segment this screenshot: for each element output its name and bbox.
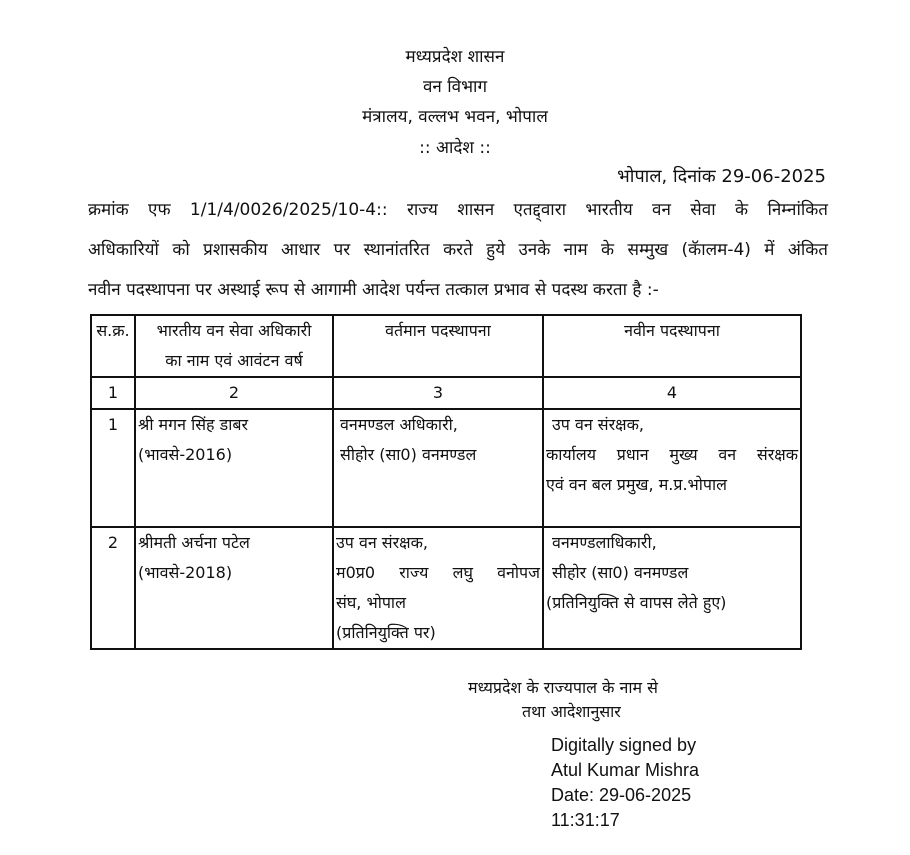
- row-new-posting: उप वन संरक्षक, कार्यालय प्रधान मुख्य वन संरक्षक एवं वन बल प्रमुख, म.प्र.भोपाल: [543, 409, 801, 527]
- digital-signature-time: 11:31:17: [551, 810, 620, 830]
- digital-signature-block: [551, 733, 699, 833]
- column-number-row: [91, 377, 801, 409]
- header-serial: स.क्र.: [91, 315, 135, 377]
- digital-signature-line: Digitally signed by: [551, 735, 697, 755]
- order-paragraph-line: अधिकारियों को प्रशासकीय आधार पर स्थानांतरित करते हुये उनके नाम के सम्मुख (कॅालम-4) में अंकित: [88, 240, 828, 260]
- dateline: भोपाल, दिनांक 29-06-2025: [617, 166, 826, 187]
- row-serial: 2: [91, 527, 135, 649]
- order-paragraph: [88, 190, 828, 310]
- column-number: 3: [333, 377, 543, 409]
- header-government: मध्यप्रदेश शासन: [405, 47, 505, 67]
- digital-signature-date: Date: 29-06-2025: [551, 785, 692, 805]
- table-row: [91, 409, 801, 527]
- order-paragraph-line: क्रमांक एफ 1/1/4/0026/2025/10-4:: राज्य शासन एतद्द्वारा भारतीय वन सेवा के निम्नांकित: [88, 200, 828, 220]
- order-paragraph-line: नवीन पदस्थापना पर अस्थाई रूप से आगामी आदेश पर्यन्त तत्काल प्रभाव से पदस्थ करता है :-: [88, 280, 659, 300]
- header-new-posting: नवीन पदस्थापना: [543, 315, 801, 377]
- officer-batch: (भावसे-2016): [138, 445, 233, 464]
- column-number: 4: [543, 377, 801, 409]
- row-new-posting: वनमण्डलाधिकारी, सीहोर (सा0) वनमण्डल (प्रतिनियुक्ति से वापस लेते हुए): [543, 527, 801, 649]
- row-current-posting: उप वन संरक्षक, म0प्र0 राज्य लघु वनोपज संघ, भोपाल (प्रतिनियुक्ति पर): [333, 527, 543, 649]
- row-officer: [135, 409, 333, 527]
- officer-name: श्रीमती अर्चना पटेल: [138, 533, 250, 552]
- column-number: 1: [91, 377, 135, 409]
- transfer-table: [90, 314, 802, 650]
- table-header-row: [91, 315, 801, 377]
- signatory-line-2: तथा आदेशानुसार: [522, 702, 621, 721]
- header-department: वन विभाग: [422, 77, 488, 97]
- column-number: 2: [135, 377, 333, 409]
- officer-name: श्री मगन सिंह डाबर: [138, 415, 249, 434]
- row-officer: [135, 527, 333, 649]
- header-address: मंत्रालय, वल्लभ भवन, भोपाल: [362, 107, 548, 127]
- row-serial: 1: [91, 409, 135, 527]
- digital-signature-signer: Atul Kumar Mishra: [551, 760, 700, 780]
- table-row: [91, 527, 801, 649]
- header-officer-name: भारतीय वन सेवा अधिकारी का नाम एवं आवंटन वर्ष: [135, 315, 333, 377]
- header-order-title: :: आदेश ::: [419, 138, 491, 158]
- header-current-posting: वर्तमान पदस्थापना: [333, 315, 543, 377]
- officer-batch: (भावसे-2018): [138, 563, 233, 582]
- row-current-posting: वनमण्डल अधिकारी, सीहोर (सा0) वनमण्डल: [333, 409, 543, 527]
- signatory-line-1: मध्यप्रदेश के राज्यपाल के नाम से: [468, 678, 658, 697]
